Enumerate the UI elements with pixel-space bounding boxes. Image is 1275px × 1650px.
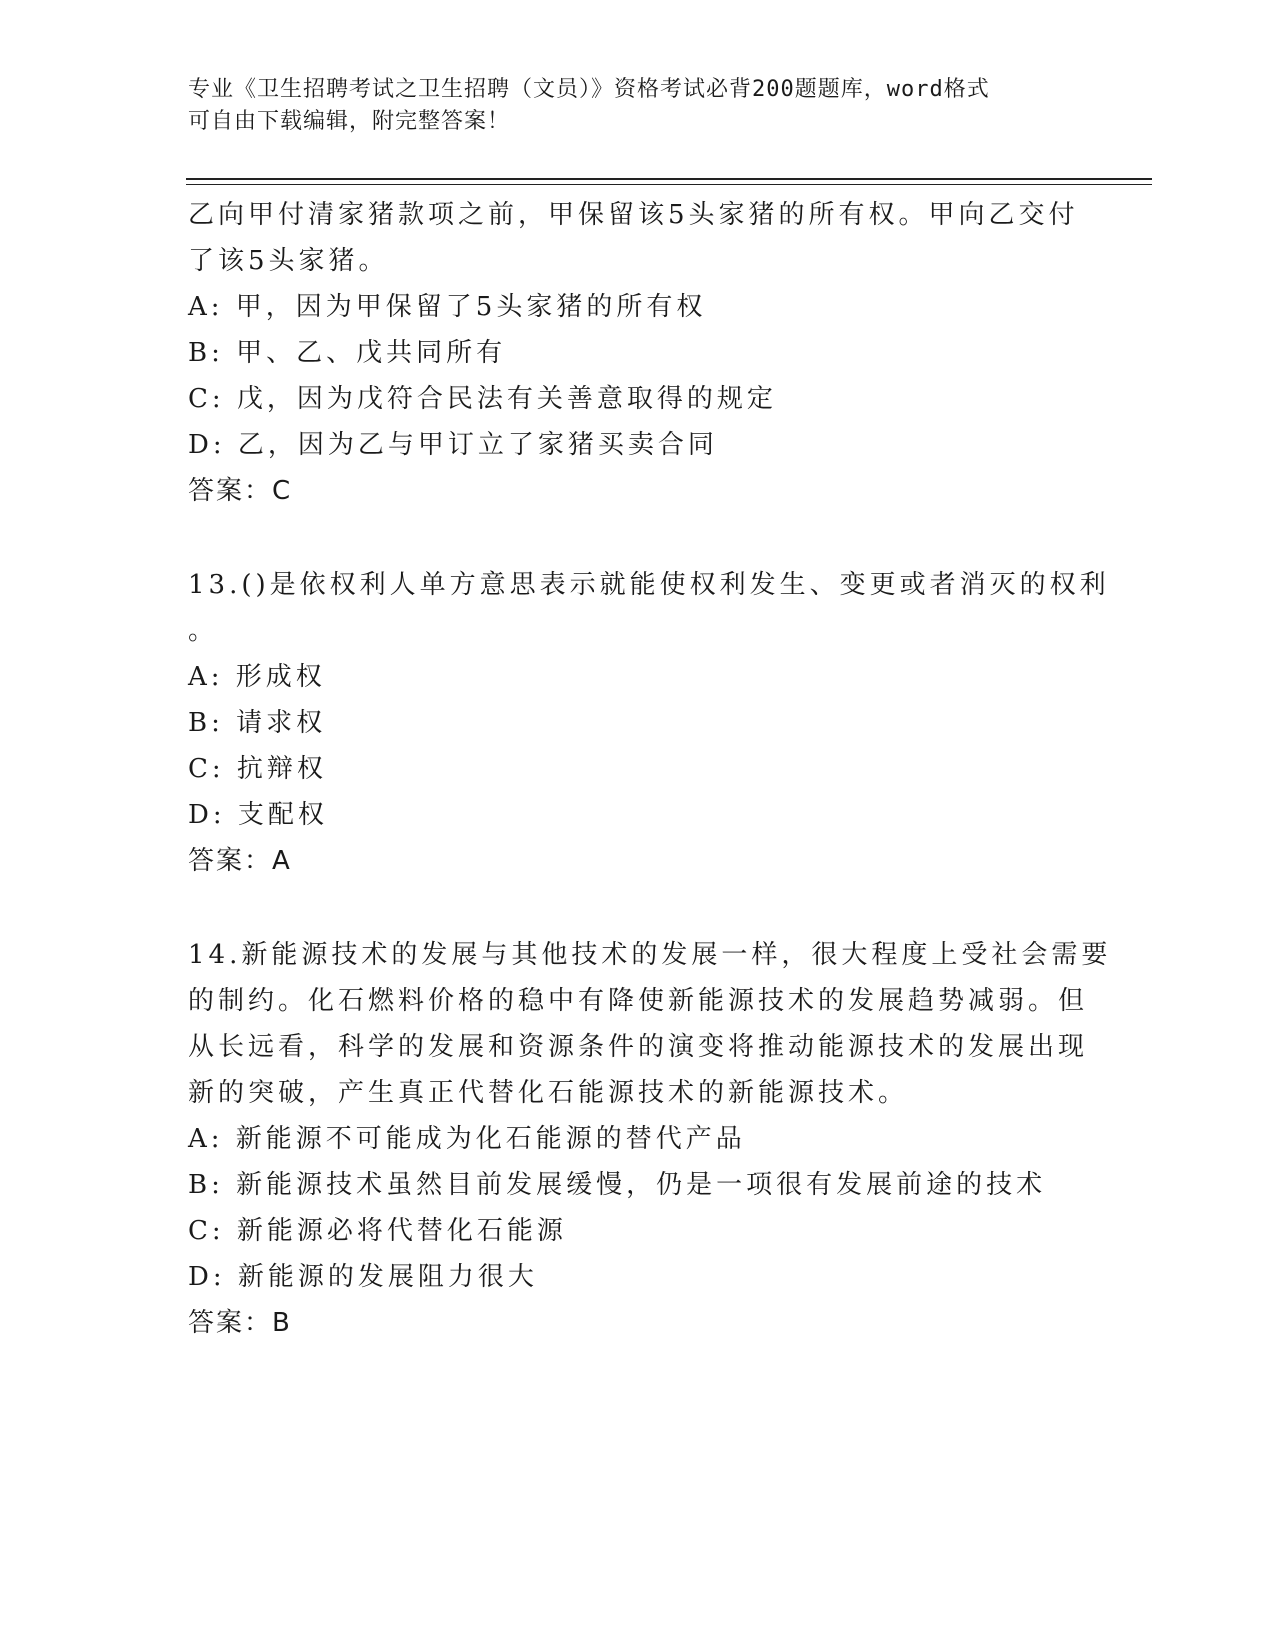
question-stem-line: 14.新能源技术的发展与其他技术的发展一样，很大程度上受社会需要 [188, 940, 1112, 970]
answer-line: 答案：A [188, 846, 292, 876]
question-12 [188, 192, 1088, 514]
header-divider-thick [186, 178, 1152, 180]
question-stem-line: 13.()是依权利人单方意思表示就能使权利发生、变更或者消灭的权利 [188, 570, 1110, 600]
question-stem-line: 。 [188, 616, 219, 646]
question-stem-line: 新的突破，产生真正代替化石能源技术的新能源技术。 [188, 1078, 909, 1108]
question-14 [188, 932, 1112, 1346]
answer-line: 答案：B [188, 1308, 292, 1338]
option-a: A: 新能源不可能成为化石能源的替代产品 [188, 1124, 746, 1154]
option-c: C: 新能源必将代替化石能源 [188, 1216, 567, 1246]
option-b: B: 甲、乙、戊共同所有 [188, 338, 507, 368]
option-b: B: 请求权 [188, 708, 327, 738]
option-c: C: 抗辩权 [188, 754, 327, 784]
question-stem-line: 从长远看，科学的发展和资源条件的演变将推动能源技术的发展出现 [188, 1032, 1089, 1062]
option-c: C: 戊，因为戊符合民法有关善意取得的规定 [188, 384, 777, 414]
document-header [188, 74, 1068, 138]
question-content [188, 192, 1112, 1346]
question-spacer [188, 514, 1088, 562]
option-d: D: 乙，因为乙与甲订立了家猪买卖合同 [188, 430, 718, 460]
option-d: D: 支配权 [188, 800, 328, 830]
question-13 [188, 562, 1110, 884]
header-line-2: 可自由下载编辑，附完整答案！ [188, 109, 511, 134]
header-line-1: 专业《卫生招聘考试之卫生招聘（文员）》资格考试必背200题题库，word格式 [188, 77, 990, 102]
option-b: B: 新能源技术虽然目前发展缓慢，仍是一项很有发展前途的技术 [188, 1170, 1047, 1200]
question-stem-line: 了该5头家猪。 [188, 246, 389, 276]
header-divider-thin [186, 184, 1152, 185]
option-a: A: 形成权 [188, 662, 326, 692]
question-stem-line: 乙向甲付清家猪款项之前，甲保留该5头家猪的所有权。甲向乙交付 [188, 200, 1079, 230]
question-stem-line: 的制约。化石燃料价格的稳中有降使新能源技术的发展趋势减弱。但 [188, 986, 1089, 1016]
option-a: A: 甲，因为甲保留了5头家猪的所有权 [188, 292, 707, 322]
answer-line: 答案：C [188, 476, 293, 506]
option-d: D: 新能源的发展阻力很大 [188, 1262, 538, 1292]
question-spacer [188, 884, 1088, 932]
